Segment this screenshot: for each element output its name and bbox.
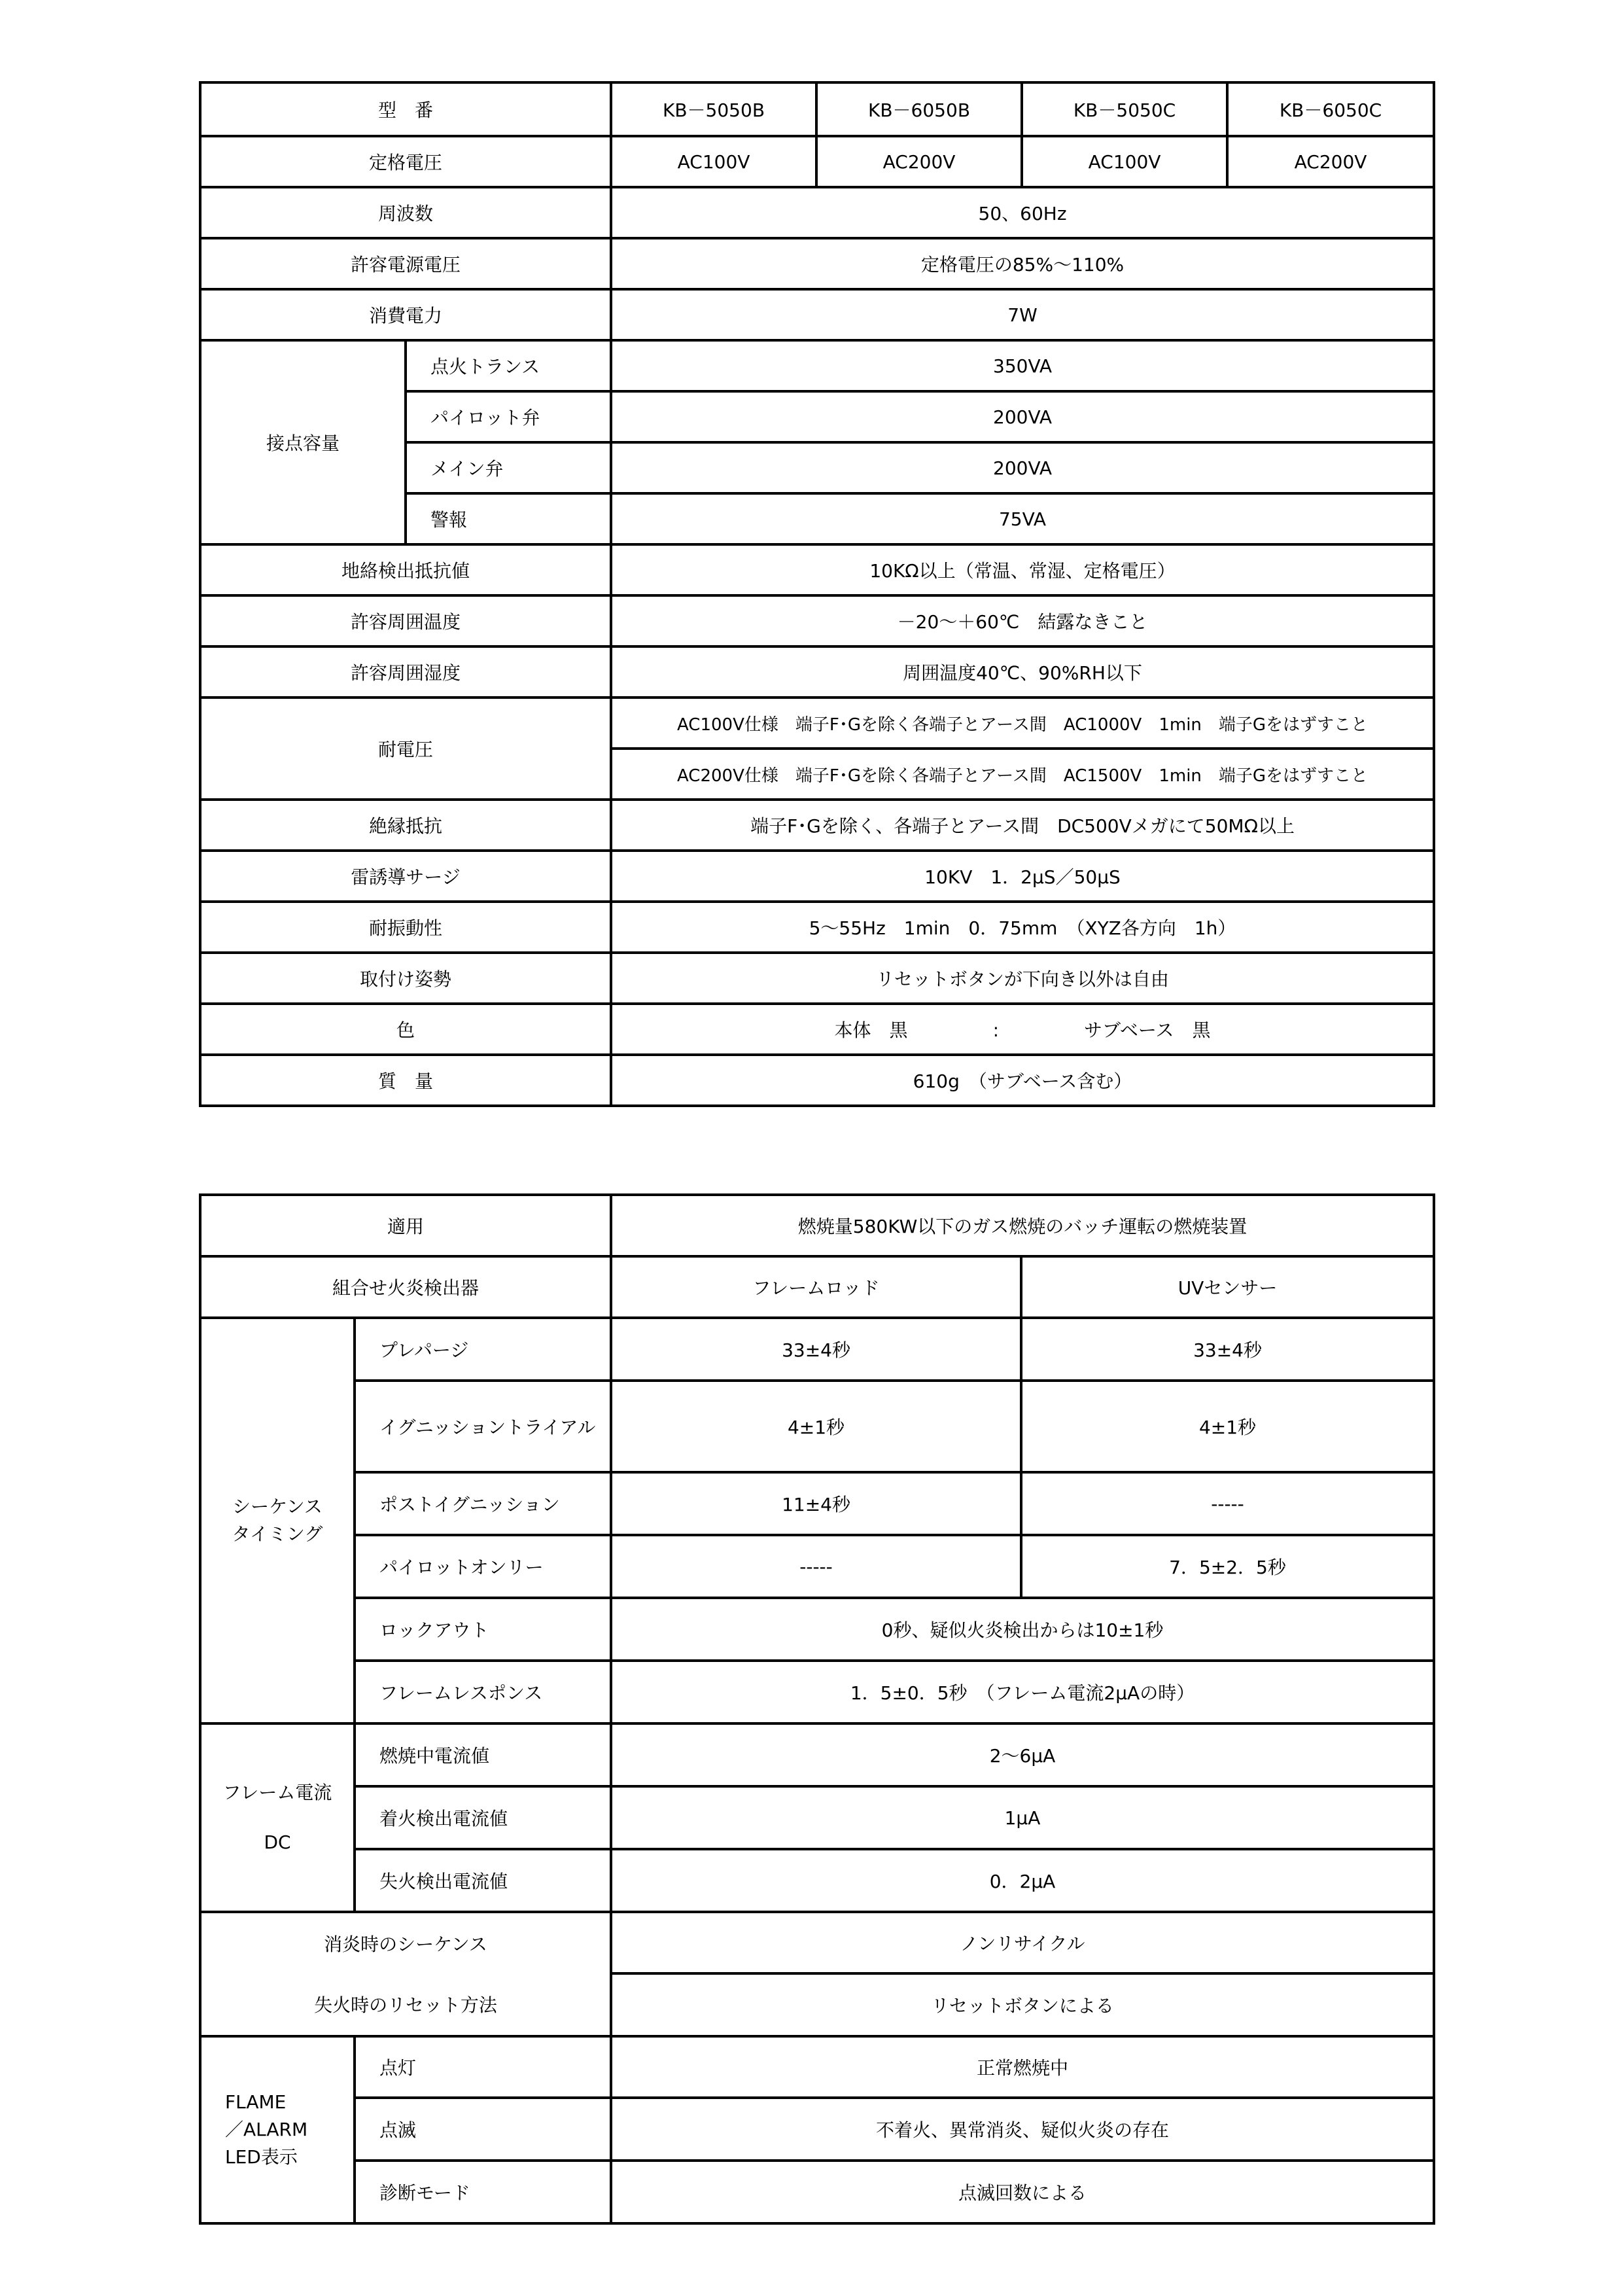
row-post-ignition: [200, 1472, 1434, 1535]
model-kb6050b: KB－6050B: [816, 82, 1022, 136]
insulation-value: 端子F･Gを除く、各端子とアース間 DC500Vメガにて50MΩ以上: [611, 800, 1434, 851]
timing-flame-value: -----: [611, 1535, 1021, 1598]
contact-item-value: 200VA: [611, 391, 1434, 442]
current-group-title: フレーム電流: [222, 1782, 332, 1803]
temp-value: －20～＋60℃ 結露なきこと: [611, 595, 1434, 646]
contact-item-label: メイン弁: [406, 442, 611, 493]
timing-uv-value: 7．5±2．5秒: [1021, 1535, 1434, 1598]
led-group-label: FLAME ／ALARM LED表示: [200, 2036, 355, 2223]
reset-value: リセットボタンによる: [611, 1973, 1434, 2036]
timing-label: プレパージ: [355, 1318, 611, 1381]
frequency-label: 周波数: [200, 187, 611, 238]
power-value: 7W: [611, 289, 1434, 340]
contact-item-label: 点火トランス: [406, 340, 611, 391]
mounting-label: 取付け姿勢: [200, 953, 611, 1004]
color-body: 本体 黒: [834, 1019, 908, 1041]
led-value: 正常燃焼中: [611, 2036, 1434, 2098]
contact-item-label: 警報: [406, 493, 611, 544]
row-led-on: [200, 2036, 1434, 2098]
row-insulation: [200, 800, 1434, 851]
lockout-label: ロックアウト: [355, 1598, 611, 1661]
row-mounting: [200, 953, 1434, 1004]
withstand-value: AC100V仕様 端子F･Gを除く各端子とアース間 AC1000V 1min 端子Gをはずすこと: [611, 698, 1434, 749]
current-value: 0．2μA: [611, 1849, 1434, 1912]
color-base: サブベース 黒: [1084, 1019, 1211, 1041]
row-temp: [200, 595, 1434, 646]
row-withstand-ac100: [200, 698, 1434, 749]
ground-label: 地絡検出抵抗値: [200, 544, 611, 595]
vibration-label: 耐振動性: [200, 902, 611, 953]
row-pilot-only: [200, 1535, 1434, 1598]
row-model: [200, 82, 1434, 136]
mass-value: 610g （サブベース含む）: [611, 1055, 1434, 1106]
voltage-value: AC100V: [1022, 136, 1227, 187]
contact-item-value: 75VA: [611, 493, 1434, 544]
row-detector: [200, 1256, 1434, 1318]
voltage-label: 定格電圧: [200, 136, 611, 187]
model-kb5050c: KB－5050C: [1022, 82, 1227, 136]
voltage-value: AC200V: [1227, 136, 1434, 187]
current-group-label: [200, 1723, 355, 1912]
power-label: 消費電力: [200, 289, 611, 340]
row-vibration: [200, 902, 1434, 953]
withstand-label: 耐電圧: [200, 698, 611, 800]
current-label: 燃焼中電流値: [355, 1723, 611, 1786]
row-prepurge: [200, 1318, 1434, 1381]
contact-item-label: パイロット弁: [406, 391, 611, 442]
detector-uv-sensor: UVセンサー: [1021, 1256, 1434, 1318]
extinction-value: ノンリサイクル: [611, 1912, 1434, 1973]
voltage-value: AC100V: [611, 136, 816, 187]
row-humidity: [200, 646, 1434, 698]
model-kb5050b: KB－5050B: [611, 82, 816, 136]
current-label: 失火検出電流値: [355, 1849, 611, 1912]
model-label: 型 番: [200, 82, 611, 136]
row-frequency: [200, 187, 1434, 238]
timing-label: ポストイグニッション: [355, 1472, 611, 1535]
led-label: 点灯: [355, 2036, 611, 2098]
row-allowable-voltage: [200, 238, 1434, 289]
led-value: 不着火、異常消炎、疑似火炎の存在: [611, 2098, 1434, 2161]
timing-group-label: シーケンス タイミング: [200, 1318, 355, 1723]
voltage-value: AC200V: [816, 136, 1022, 187]
color-value: [611, 1004, 1434, 1055]
row-current-burning: [200, 1723, 1434, 1786]
sequence-table: [199, 1193, 1435, 2225]
model-kb6050c: KB－6050C: [1227, 82, 1434, 136]
row-color: [200, 1004, 1434, 1055]
row-ground: [200, 544, 1434, 595]
application-label: 適用: [200, 1195, 611, 1256]
row-mass: [200, 1055, 1434, 1106]
mass-label: 質 量: [200, 1055, 611, 1106]
row-application: [200, 1195, 1434, 1256]
timing-uv-value: -----: [1021, 1472, 1434, 1535]
timing-flame-value: 11±4秒: [611, 1472, 1021, 1535]
response-value: 1．5±0．5秒 （フレーム電流2μAの時）: [611, 1661, 1434, 1723]
row-surge: [200, 851, 1434, 902]
row-flame-response: [200, 1661, 1434, 1723]
current-value: 2～6μA: [611, 1723, 1434, 1786]
row-power: [200, 289, 1434, 340]
row-current-ignition-detect: [200, 1786, 1434, 1849]
row-current-misfire-detect: [200, 1849, 1434, 1912]
current-value: 1μA: [611, 1786, 1434, 1849]
color-separator: :: [992, 1019, 999, 1041]
current-group-dc: DC: [264, 1831, 291, 1853]
row-lockout: [200, 1598, 1434, 1661]
frequency-value: 50、60Hz: [611, 187, 1434, 238]
timing-flame-value: 4±1秒: [611, 1381, 1021, 1472]
surge-value: 10KV 1．2μS／50μS: [611, 851, 1434, 902]
mounting-value: リセットボタンが下向き以外は自由: [611, 953, 1434, 1004]
timing-uv-value: 4±1秒: [1021, 1381, 1434, 1472]
current-label: 着火検出電流値: [355, 1786, 611, 1849]
application-value: 燃焼量580KW以下のガス燃焼のバッチ運転の燃焼装置: [611, 1195, 1434, 1256]
humidity-value: 周囲温度40℃、90%RH以下: [611, 646, 1434, 698]
ground-value: 10KΩ以上（常温、常湿、定格電圧）: [611, 544, 1434, 595]
extinction-label: 消炎時のシーケンス: [200, 1912, 611, 1973]
response-label: フレームレスポンス: [355, 1661, 611, 1723]
vibration-value: 5～55Hz 1min 0．75mm （XYZ各方向 1h）: [611, 902, 1434, 953]
lockout-value: 0秒、疑似火炎検出からは10±1秒: [611, 1598, 1434, 1661]
surge-label: 雷誘導サージ: [200, 851, 611, 902]
row-reset: [200, 1973, 1434, 2036]
led-label: 点滅: [355, 2098, 611, 2161]
led-label: 診断モード: [355, 2161, 611, 2223]
led-value: 点滅回数による: [611, 2161, 1434, 2223]
color-label: 色: [200, 1004, 611, 1055]
row-led-diagnostic: [200, 2161, 1434, 2223]
row-extinction: [200, 1912, 1434, 1973]
timing-flame-value: 33±4秒: [611, 1318, 1021, 1381]
timing-label: イグニッショントライアル: [355, 1381, 611, 1472]
reset-label: 失火時のリセット方法: [200, 1973, 611, 2036]
row-ignition-trial: [200, 1381, 1434, 1472]
withstand-value: AC200V仕様 端子F･Gを除く各端子とアース間 AC1500V 1min 端子Gをはずすこと: [611, 749, 1434, 800]
row-contact-ignition: [200, 340, 1434, 391]
detector-label: 組合せ火炎検出器: [200, 1256, 611, 1318]
timing-uv-value: 33±4秒: [1021, 1318, 1434, 1381]
humidity-label: 許容周囲湿度: [200, 646, 611, 698]
allowable-voltage-label: 許容電源電圧: [200, 238, 611, 289]
temp-label: 許容周囲温度: [200, 595, 611, 646]
contact-label: 接点容量: [200, 340, 406, 544]
row-led-blink: [200, 2098, 1434, 2161]
contact-item-value: 350VA: [611, 340, 1434, 391]
row-voltage: [200, 136, 1434, 187]
timing-label: パイロットオンリー: [355, 1535, 611, 1598]
detector-flame-rod: フレームロッド: [611, 1256, 1021, 1318]
allowable-voltage-value: 定格電圧の85%～110%: [611, 238, 1434, 289]
insulation-label: 絶縁抵抗: [200, 800, 611, 851]
spec-table: [199, 81, 1435, 1107]
contact-item-value: 200VA: [611, 442, 1434, 493]
